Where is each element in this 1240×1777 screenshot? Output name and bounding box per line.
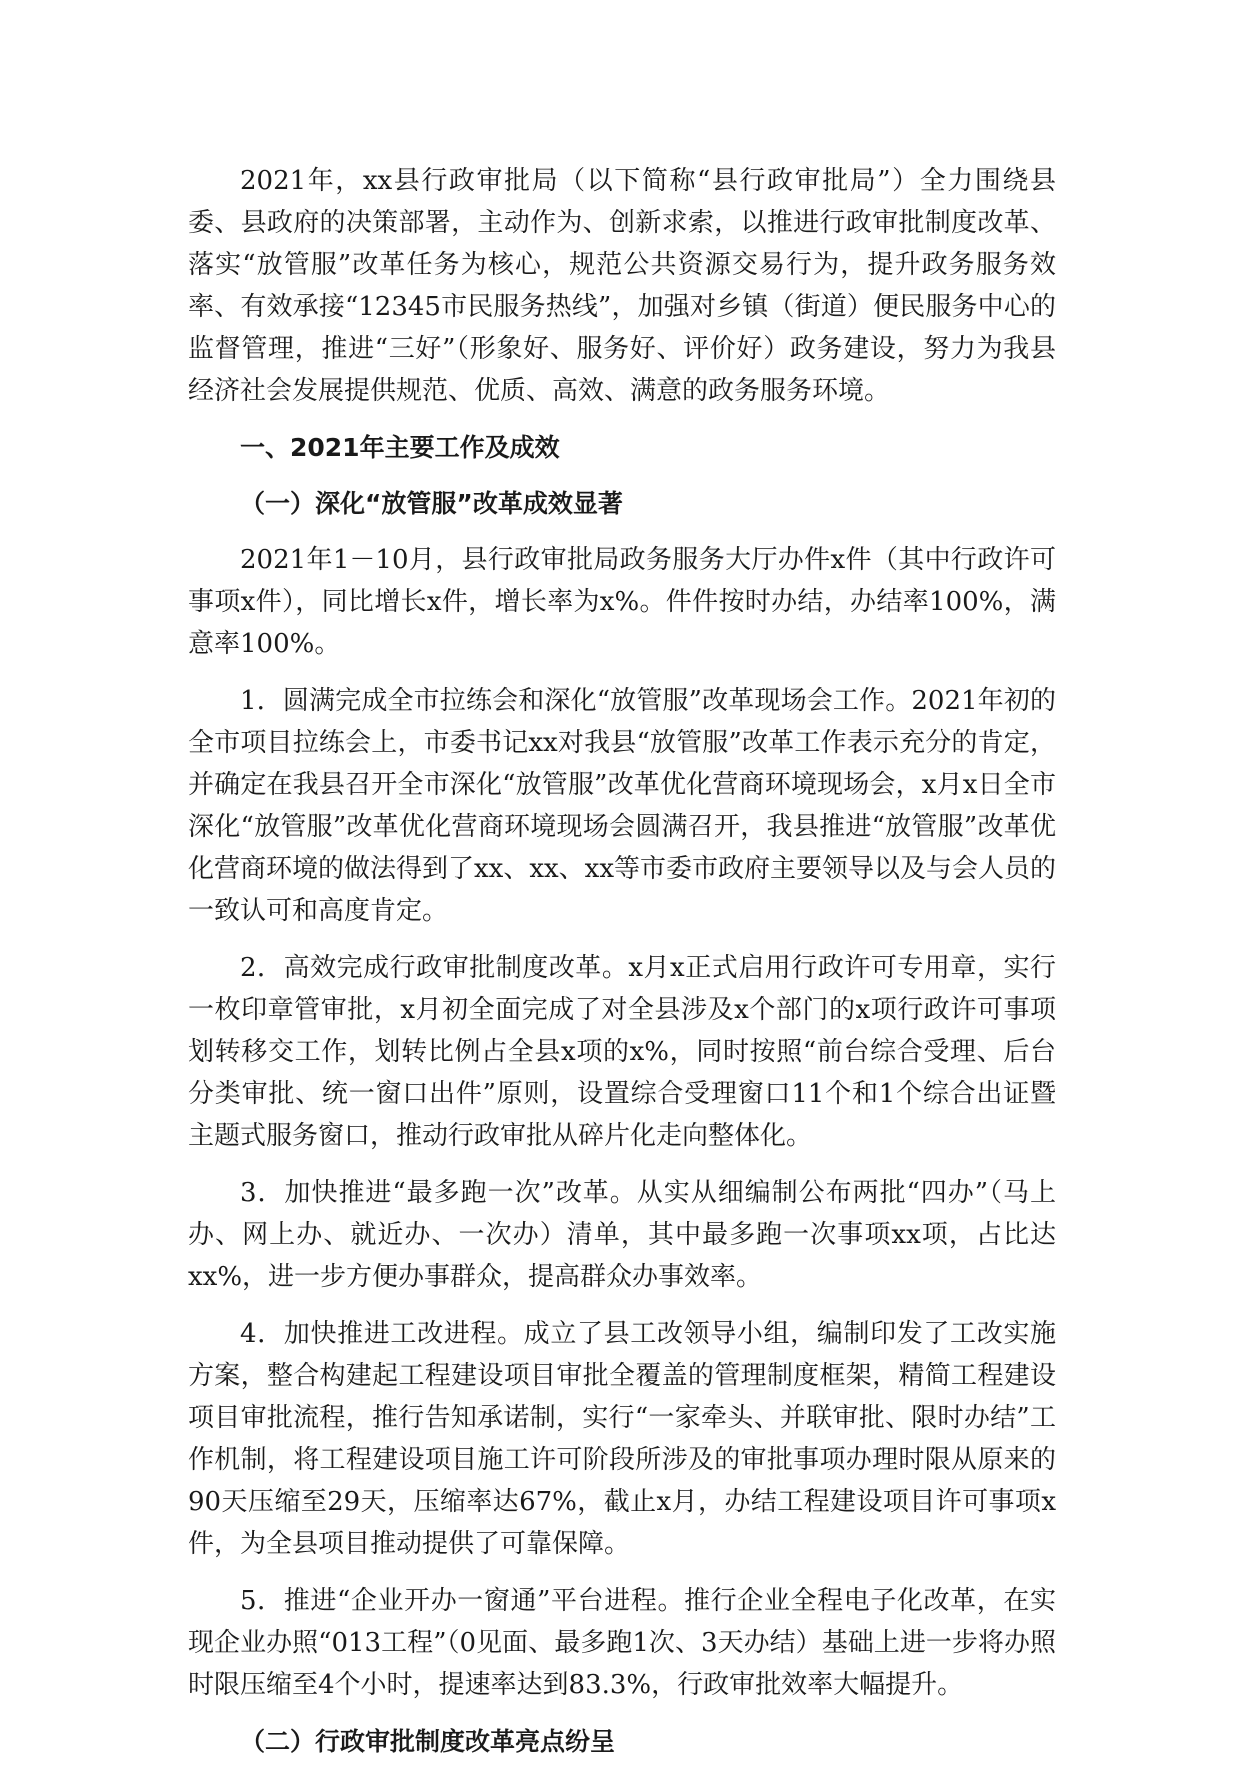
summary-paragraph: 2021年1－10月，县行政审批局政务服务大厅办件x件（其中行政许可事项x件），同比增长x件，增长率为x%。件件按时办结，办结率100%，满意率100%。 [188, 545, 1056, 659]
document-body [188, 160, 1056, 1777]
subsection-heading: （二）行政审批制度改革亮点纷呈 [240, 1727, 616, 1756]
subsection-heading: （一）深化“放管服”改革成效显著 [240, 489, 623, 518]
list-item: 4．加快推进工改进程。成立了县工改领导小组，编制印发了工改实施方案，整合构建起工程建设项目审批全覆盖的管理制度框架，精简工程建设项目审批流程，推行告知承诺制，实行“一家牵头、并联审批、限时办结”工作机制，将工程建设项目施工许可阶段所涉及的审批事项办理时限从原来的90天压缩至29天，压缩率达67%，截止x月，办结工程建设项目许可事项x件，为全县项目推动提供了可靠保障。 [188, 1319, 1056, 1559]
list-item: 5．推进“企业开办一窗通”平台进程。推行企业全程电子化改革，在实现企业办照“013工程”（0见面、最多跑1次、3天办结）基础上进一步将办照时限压缩至4个小时，提速率达到83.3%，行政审批效率大幅提升。 [188, 1586, 1056, 1700]
list-item: 1．圆满完成全市拉练会和深化“放管服”改革现场会工作。2021年初的全市项目拉练会上，市委书记xx对我县“放管服”改革工作表示充分的肯定，并确定在我县召开全市深化“放管服”改革优化营商环境现场会，x月x日全市深化“放管服”改革优化营商环境现场会圆满召开，我县推进“放管服”改革优化营商环境的做法得到了xx、xx、xx等市委市政府主要领导以及与会人员的一致认可和高度肯定。 [188, 686, 1056, 926]
section-heading: 一、2021年主要工作及成效 [240, 433, 560, 462]
list-item: 2．高效完成行政审批制度改革。x月x正式启用行政许可专用章，实行一枚印章管审批，x月初全面完成了对全县涉及x个部门的x项行政许可事项划转移交工作，划转比例占全县x项的x%，同时按照“前台综合受理、后台分类审批、统一窗口出件”原则，设置综合受理窗口11个和1个综合出证暨主题式服务窗口，推动行政审批从碎片化走向整体化。 [188, 953, 1056, 1151]
intro-paragraph: 2021年，xx县行政审批局（以下简称“县行政审批局”）全力围绕县委、县政府的决策部署，主动作为、创新求索，以推进行政审批制度改革、落实“放管服”改革任务为核心，规范公共资源交易行为，提升政务服务效率、有效承接“12345市民服务热线”，加强对乡镇（街道）便民服务中心的监督管理，推进“三好”（形象好、服务好、评价好）政务建设，努力为我县经济社会发展提供规范、优质、高效、满意的政务服务环境。 [188, 166, 1056, 406]
list-item: 3．加快推进“最多跑一次”改革。从实从细编制公布两批“四办”（马上办、网上办、就近办、一次办）清单，其中最多跑一次事项xx项，占比达xx%，进一步方便办事群众，提高群众办事效率。 [188, 1178, 1056, 1292]
